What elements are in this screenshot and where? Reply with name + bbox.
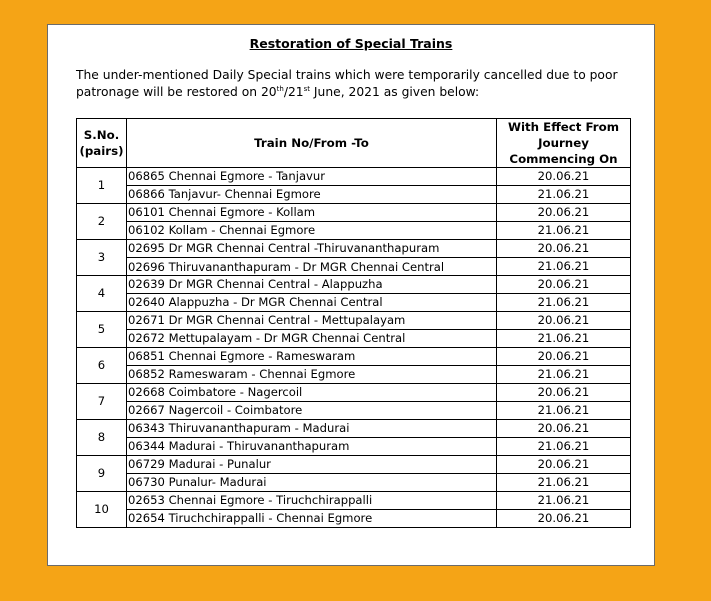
intro-sup-2: st bbox=[303, 84, 311, 93]
train-name: 06729 Madurai - Punalur bbox=[127, 456, 497, 474]
train-name: 06344 Madurai - Thiruvananthapuram bbox=[127, 438, 497, 456]
effective-date: 21.06.21 bbox=[497, 474, 631, 492]
table-row bbox=[77, 492, 631, 510]
table-row bbox=[77, 276, 631, 294]
table-row bbox=[77, 330, 631, 348]
train-name: 02654 Tiruchchirappalli - Chennai Egmore bbox=[127, 510, 497, 528]
train-name: 06343 Thiruvananthapuram - Madurai bbox=[127, 420, 497, 438]
train-name: 02639 Dr MGR Chennai Central - Alappuzha bbox=[127, 276, 497, 294]
train-name: 06730 Punalur- Madurai bbox=[127, 474, 497, 492]
train-name: 02653 Chennai Egmore - Tiruchchirappalli bbox=[127, 492, 497, 510]
trains-table bbox=[76, 118, 631, 528]
table-row bbox=[77, 474, 631, 492]
effective-date: 20.06.21 bbox=[497, 420, 631, 438]
table-header-row bbox=[77, 119, 631, 168]
train-name: 02672 Mettupalayam - Dr MGR Chennai Central bbox=[127, 330, 497, 348]
pair-number: 8 bbox=[77, 420, 127, 456]
effective-date: 20.06.21 bbox=[497, 312, 631, 330]
table-row bbox=[77, 312, 631, 330]
train-name: 06865 Chennai Egmore - Tanjavur bbox=[127, 168, 497, 186]
effective-date: 21.06.21 bbox=[497, 258, 631, 276]
train-name: 06851 Chennai Egmore - Rameswaram bbox=[127, 348, 497, 366]
table-row bbox=[77, 402, 631, 420]
pair-number: 10 bbox=[77, 492, 127, 528]
train-name: 02640 Alappuzha - Dr MGR Chennai Central bbox=[127, 294, 497, 312]
effective-date: 20.06.21 bbox=[497, 276, 631, 294]
pair-number: 3 bbox=[77, 240, 127, 276]
table-row bbox=[77, 186, 631, 204]
intro-text-2: June, 2021 as given below: bbox=[310, 85, 480, 99]
effective-date: 21.06.21 bbox=[497, 330, 631, 348]
table-row bbox=[77, 384, 631, 402]
header-train: Train No/From -To bbox=[127, 119, 497, 168]
notice-title: Restoration of Special Trains bbox=[249, 36, 453, 51]
train-name: 02696 Thiruvananthapuram - Dr MGR Chennai Central bbox=[127, 258, 497, 276]
train-name: 02695 Dr MGR Chennai Central -Thiruvananthapuram bbox=[127, 240, 497, 258]
train-name: 06101 Chennai Egmore - Kollam bbox=[127, 204, 497, 222]
effective-date: 21.06.21 bbox=[497, 492, 631, 510]
effective-date: 21.06.21 bbox=[497, 222, 631, 240]
pair-number: 6 bbox=[77, 348, 127, 384]
table-row bbox=[77, 240, 631, 258]
effective-date: 21.06.21 bbox=[497, 294, 631, 312]
effective-date: 20.06.21 bbox=[497, 510, 631, 528]
pair-number: 1 bbox=[77, 168, 127, 204]
header-effect: With Effect From Journey Commencing On bbox=[497, 119, 631, 168]
table-row bbox=[77, 510, 631, 528]
effective-date: 20.06.21 bbox=[497, 384, 631, 402]
intro-text-mid: /21 bbox=[283, 85, 304, 99]
effective-date: 21.06.21 bbox=[497, 438, 631, 456]
effective-date: 21.06.21 bbox=[497, 402, 631, 420]
table-row bbox=[77, 438, 631, 456]
pair-number: 5 bbox=[77, 312, 127, 348]
table-row bbox=[77, 204, 631, 222]
train-name: 06866 Tanjavur- Chennai Egmore bbox=[127, 186, 497, 204]
train-name: 06852 Rameswaram - Chennai Egmore bbox=[127, 366, 497, 384]
pair-number: 7 bbox=[77, 384, 127, 420]
table-row bbox=[77, 294, 631, 312]
train-name: 02667 Nagercoil - Coimbatore bbox=[127, 402, 497, 420]
effective-date: 20.06.21 bbox=[497, 348, 631, 366]
table-row bbox=[77, 168, 631, 186]
trains-table-body bbox=[77, 168, 631, 528]
pair-number: 9 bbox=[77, 456, 127, 492]
pair-number: 2 bbox=[77, 204, 127, 240]
table-row bbox=[77, 366, 631, 384]
effective-date: 20.06.21 bbox=[497, 240, 631, 258]
effective-date: 20.06.21 bbox=[497, 456, 631, 474]
effective-date: 20.06.21 bbox=[497, 168, 631, 186]
header-sno: S.No. (pairs) bbox=[77, 119, 127, 168]
notice-intro bbox=[76, 67, 636, 101]
effective-date: 21.06.21 bbox=[497, 366, 631, 384]
table-row bbox=[77, 456, 631, 474]
table-row bbox=[77, 258, 631, 276]
train-name: 06102 Kollam - Chennai Egmore bbox=[127, 222, 497, 240]
notice-card bbox=[47, 24, 655, 566]
table-row bbox=[77, 348, 631, 366]
train-name: 02671 Dr MGR Chennai Central - Mettupalayam bbox=[127, 312, 497, 330]
train-name: 02668 Coimbatore - Nagercoil bbox=[127, 384, 497, 402]
table-row bbox=[77, 222, 631, 240]
pair-number: 4 bbox=[77, 276, 127, 312]
effective-date: 20.06.21 bbox=[497, 204, 631, 222]
intro-sup-1: th bbox=[276, 84, 284, 93]
table-row bbox=[77, 420, 631, 438]
effective-date: 21.06.21 bbox=[497, 186, 631, 204]
intro-text-1: The under-mentioned Daily Special trains which were temporarily cancelled due to poor patronage will be restored on 20 bbox=[76, 68, 618, 99]
